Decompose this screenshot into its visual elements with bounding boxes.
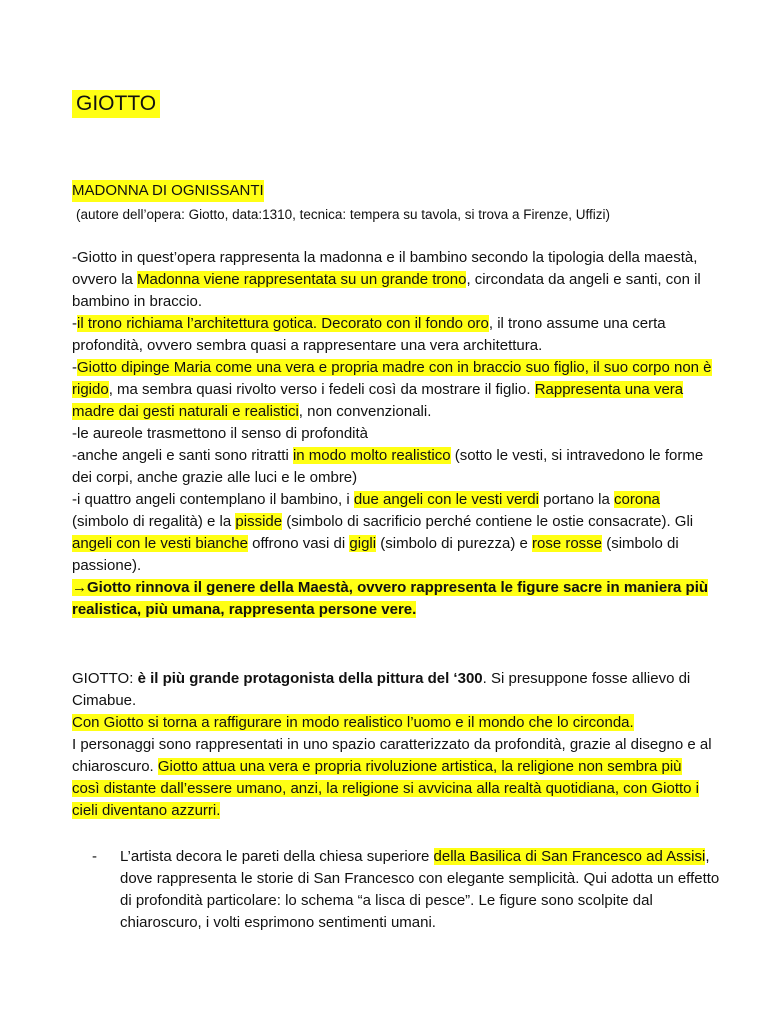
paragraph: -Giotto in quest’opera rappresenta la madonna e il bambino secondo la tipologia della maestà, ovvero la Madonna viene rappresentata su un grande trono, circondata da angeli e santi, con il bambino in braccio. (72, 249, 701, 310)
paragraph: I personaggi sono rappresentati in uno spazio caratterizzato da profondità, grazie al disegno e al chiaroscuro. Giotto attua una vera e propria rivoluzione artistica, la religione non sembra più così distante dall’essere umano, anzi, la religione si avvicina alla realtà quotidiana, con Giotto i cieli diventano azzurri. (72, 736, 712, 819)
paragraph: -le aureole trasmettono il senso di profondità (72, 425, 369, 442)
paragraph: -i quattro angeli contemplano il bambino, i due angeli con le vesti verdi portano la corona (simbolo di regalità) e la pisside (simbolo di sacrificio perché contiene le ostie consacrate). Gli angeli con le vesti bianche offrono vasi di gigli (simbolo di purezza) e rose rosse (simbolo di passione). (72, 491, 694, 574)
paragraph: -il trono richiama l’architettura gotica. Decorato con il fondo oro, il trono assume una certa profondità, ovvero sembra quasi a rappresentare una vera architettura. (72, 315, 666, 354)
artwork-heading: MADONNA DI OGNISSANTI (72, 180, 264, 202)
paragraph: -Giotto dipinge Maria come una vera e propria madre con in braccio suo figlio, il suo corpo non è rigido, ma sembra quasi rivolto verso i fedeli così da mostrare il figlio. Rappresenta una vera madre dai gesti naturali e realistici, non convenzionali. (72, 359, 712, 420)
bullet-dash: - (92, 848, 97, 865)
paragraph: -anche angeli e santi sono ritratti in modo molto realistico (sotto le vesti, si intravedono le forme dei corpi, anche grazie alle luci e le ombre) (72, 447, 704, 486)
list-item: - L’artista decora le pareti della chiesa superiore della Basilica di San Francesco ad Assisi, dove rappresenta le storie di San Francesco con elegante semplicità. Qui adotta un effetto di profondità particolare: lo schema “a lisca di pesce”. Le figure sono scolpite dal chiaroscuro, i volti esprimono sentimenti umani. (92, 848, 720, 931)
summary-paragraph: →Giotto rinnova il genere della Maestà, ovvero rappresenta le figure sacre in maniera più realistica, più umana, rappresenta persone vere. (72, 579, 709, 618)
artwork-description (72, 247, 712, 621)
artwork-metadata: (autore dell’opera: Giotto, data:1310, tecnica: tempera su tavola, si trova a Firenze, Uffizi) (76, 207, 611, 222)
paragraph: Con Giotto si torna a raffigurare in modo realistico l’uomo e il mondo che lo circonda. (72, 714, 634, 731)
page-title: GIOTTO (72, 90, 160, 118)
arrow-icon: → (72, 579, 87, 596)
paragraph: GIOTTO: è il più grande protagonista della pittura del ‘300. Si presuppone fosse allievo di Cimabue. (72, 670, 691, 709)
giotto-overview (72, 668, 712, 822)
